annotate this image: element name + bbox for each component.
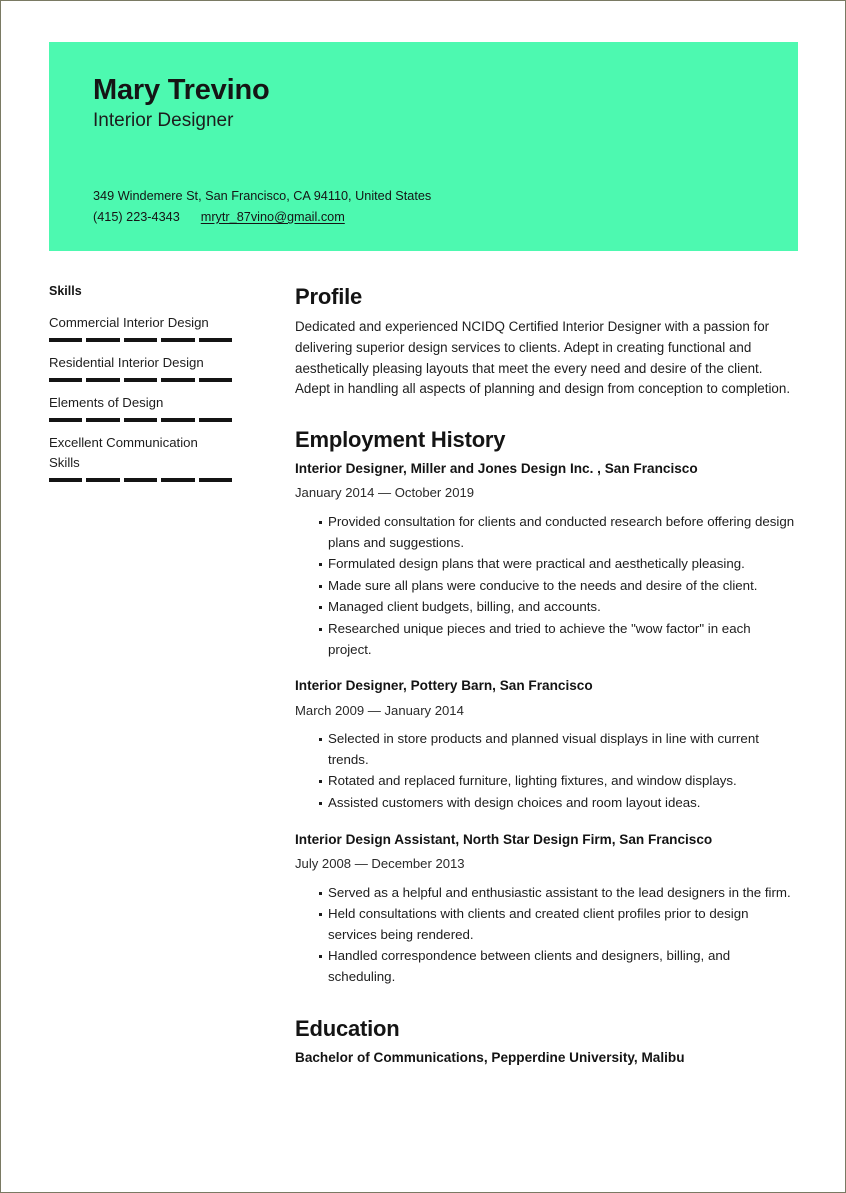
profile-heading: Profile (295, 284, 363, 309)
skill-rating-segment (199, 338, 232, 342)
skill-rating-segment (199, 418, 232, 422)
skills-heading: Skills (49, 284, 82, 298)
skill-item (49, 393, 232, 422)
employment-entry-title: Interior Design Assistant, North Star Design Firm, San Francisco (295, 831, 713, 847)
employment-bullet: Rotated and replaced furniture, lighting fixtures, and window displays. (295, 771, 795, 792)
employment-entry (295, 677, 795, 813)
employment-bullet: Handled correspondence between clients and designers, billing, and scheduling. (295, 946, 795, 987)
skill-rating-bar (49, 418, 232, 422)
contact-email-link[interactable]: mrytr_87vino@gmail.com (200, 210, 345, 224)
skill-rating-segment (49, 338, 82, 342)
employment-entry (295, 831, 795, 988)
contact-block (93, 186, 431, 228)
skill-rating-segment (199, 478, 232, 482)
employment-section (295, 427, 795, 987)
skill-rating-segment (161, 478, 194, 482)
employment-entry (295, 460, 795, 660)
skill-rating-segment (86, 378, 119, 382)
employment-bullet: Served as a helpful and enthusiastic assistant to the lead designers in the firm. (295, 883, 795, 904)
contact-address: 349 Windemere St, San Francisco, CA 94110, United States (93, 189, 432, 203)
education-entry: Bachelor of Communications, Pepperdine University, Malibu (295, 1049, 685, 1065)
skill-rating-bar (49, 478, 232, 482)
skill-item (49, 313, 232, 342)
candidate-name: Mary Trevino (93, 74, 270, 106)
profile-text: Dedicated and experienced NCIDQ Certified Interior Designer with a passion for delivering superior design services to clients. Adept in creating functional and aesthetically pleasing layouts that meet the every need and desire of the client. Adept in handling all aspects of planning and design from conception to completion. (295, 318, 791, 397)
employment-heading: Employment History (295, 427, 506, 453)
contact-phone: (415) 223-4343 (93, 210, 180, 224)
skill-rating-segment (199, 378, 232, 382)
education-heading: Education (295, 1015, 400, 1041)
employment-bullet: Researched unique pieces and tried to achieve the "wow factor" in each project. (295, 619, 795, 660)
skill-label: Excellent Communication Skills (49, 435, 198, 470)
skill-rating-segment (124, 378, 157, 382)
skill-label: Commercial Interior Design (49, 315, 209, 330)
skill-rating-segment (86, 418, 119, 422)
resume-sheet (1, 1, 845, 1192)
skill-label: Residential Interior Design (49, 355, 204, 370)
employment-bullet: Assisted customers with design choices and room layout ideas. (295, 793, 795, 814)
education-section (295, 1016, 795, 1067)
employment-bullet: Held consultations with clients and created client profiles prior to design services being rendered. (295, 904, 795, 945)
employment-entry-bullets (295, 512, 795, 660)
sidebar-skills-column (49, 284, 232, 493)
employment-bullet: Formulated design plans that were practical and aesthetically pleasing. (295, 554, 795, 575)
employment-bullet: Made sure all plans were conducive to the needs and desire of the client. (295, 576, 795, 597)
skill-rating-bar (49, 338, 232, 342)
skill-rating-segment (161, 378, 194, 382)
employment-bullet: Managed client budgets, billing, and accounts. (295, 597, 795, 618)
employment-entry-bullets (295, 883, 795, 988)
employment-entry-title: Interior Designer, Pottery Barn, San Francisco (295, 678, 593, 694)
employment-entry-dates: January 2014 — October 2019 (295, 485, 475, 501)
skill-label: Elements of Design (49, 395, 164, 410)
employment-list (295, 460, 795, 987)
skill-item (49, 353, 232, 382)
candidate-job-title: Interior Designer (93, 110, 234, 132)
skill-rating-segment (49, 478, 82, 482)
skill-item (49, 433, 232, 482)
skill-rating-segment (161, 338, 194, 342)
skill-rating-segment (161, 418, 194, 422)
employment-bullet: Selected in store products and planned visual displays in line with current trends. (295, 729, 795, 770)
skill-rating-segment (124, 338, 157, 342)
employment-entry-dates: July 2008 — December 2013 (295, 855, 465, 871)
employment-entry-dates: March 2009 — January 2014 (295, 702, 464, 718)
skill-rating-segment (49, 418, 82, 422)
contact-line-two (93, 207, 431, 228)
skill-rating-segment (86, 338, 119, 342)
skill-rating-segment (124, 418, 157, 422)
employment-entry-title: Interior Designer, Miller and Jones Design Inc. , San Francisco (295, 461, 698, 477)
employment-entry-bullets (295, 729, 795, 813)
education-list (295, 1049, 795, 1067)
skills-list (49, 313, 232, 482)
profile-section (295, 284, 795, 400)
skill-rating-segment (49, 378, 82, 382)
skill-rating-bar (49, 378, 232, 382)
skill-rating-segment (86, 478, 119, 482)
employment-bullet: Provided consultation for clients and conducted research before offering design plans and suggestions. (295, 512, 795, 553)
skill-rating-segment (124, 478, 157, 482)
main-content-column (295, 284, 795, 1067)
resume-header-banner (49, 42, 798, 251)
